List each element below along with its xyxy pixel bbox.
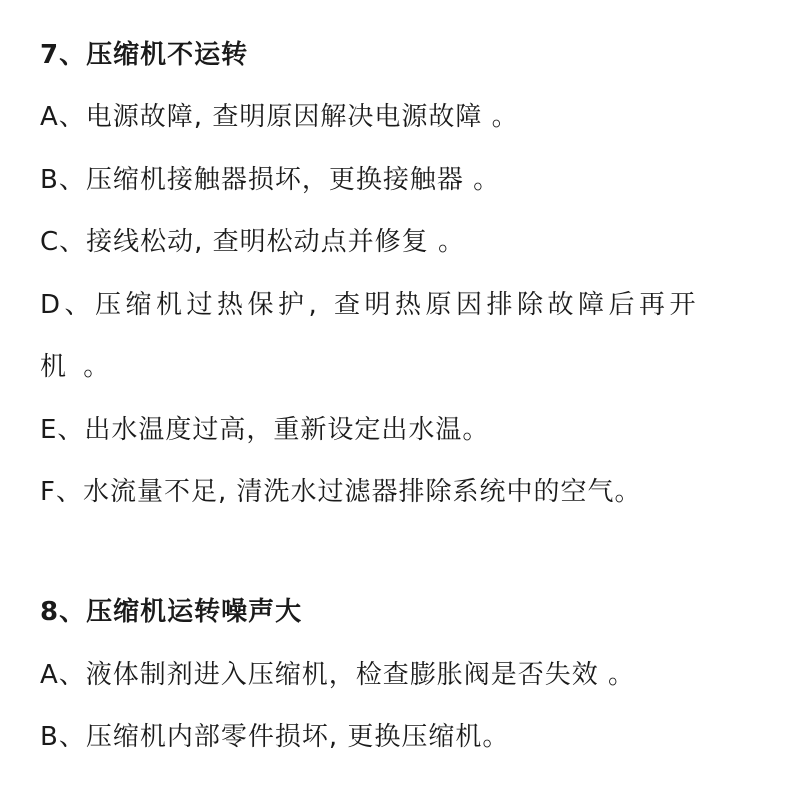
section-7-item-b: B、压缩机接触器损坏，更换接触器 。 bbox=[40, 165, 501, 195]
section-7-item-d: D、压缩机过热保护, 查明热原因排除故障后再开 bbox=[40, 290, 701, 320]
section-7-item-f: F、水流量不足, 清洗水过滤器排除系统中的空气。 bbox=[40, 477, 642, 507]
section-8-heading: 8、压缩机运转噪声大 bbox=[40, 597, 303, 627]
section-7-item-c: C、接线松动, 查明松动点并修复 。 bbox=[40, 227, 465, 257]
section-7-heading: 7、压缩机不运转 bbox=[40, 40, 249, 70]
section-7-item-a: A、电源故障, 查明原因解决电源故障 。 bbox=[40, 102, 519, 132]
section-8-item-a: A、液体制剂进入压缩机，检查膨胀阀是否失效 。 bbox=[40, 660, 636, 690]
section-7-item-d-continued: 机 。 bbox=[40, 352, 114, 382]
section-8-item-b: B、压缩机内部零件损坏, 更换压缩机。 bbox=[40, 722, 510, 752]
section-7-item-e: E、出水温度过高，重新设定出水温。 bbox=[40, 415, 490, 445]
